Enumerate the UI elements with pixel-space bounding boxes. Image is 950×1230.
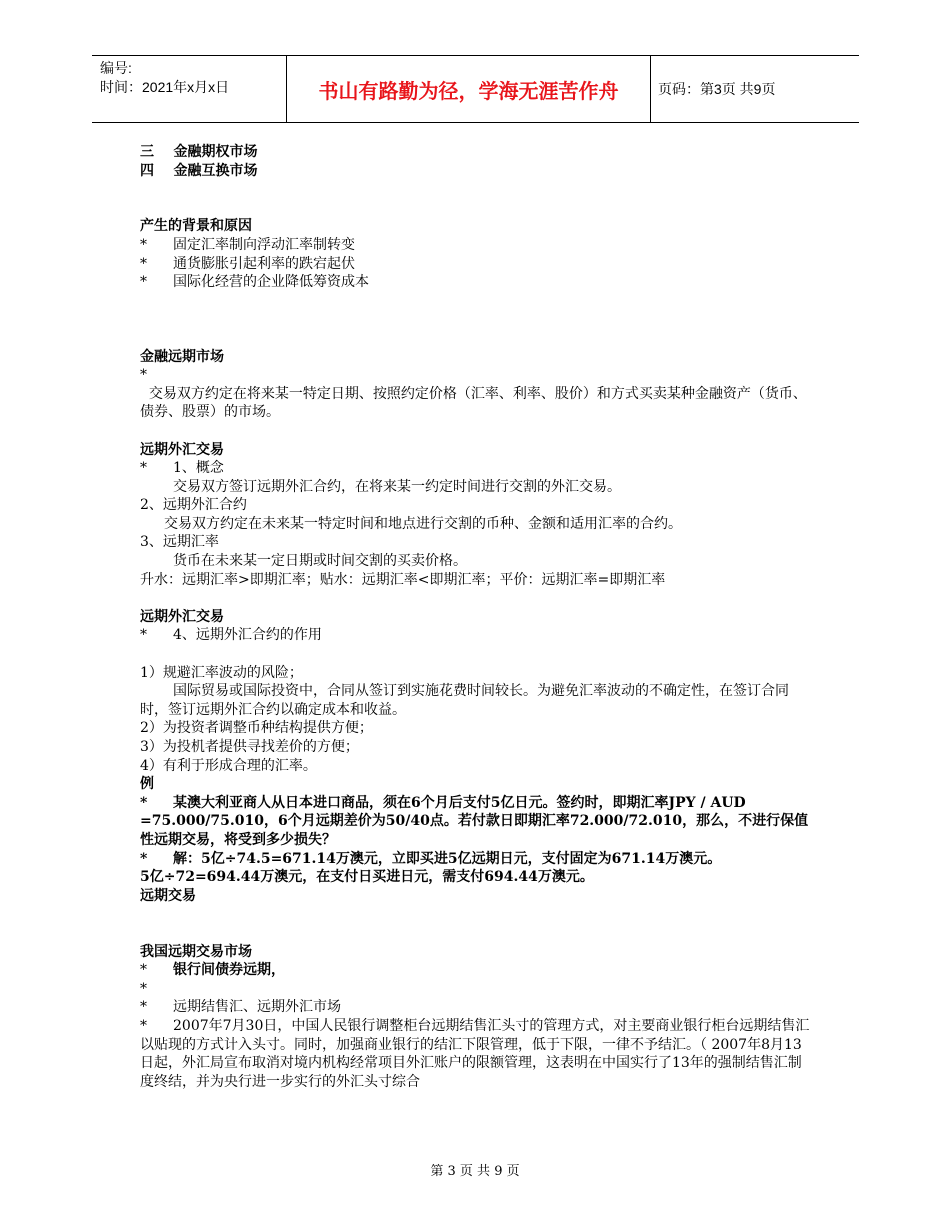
list-item: 4）有利于形成合理的汇率。 [140,757,317,774]
example-answer: 5亿÷72=694.44万澳元，在支付日买进日元，需支付694.44万澳元。 [140,869,594,886]
divider [650,56,651,122]
code-label: 编号: [100,60,132,76]
list-item: 2、远期外汇合约 [140,497,247,514]
paragraph: 国际贸易或国际投资中，合同从签订到实施花费时间较长。为避免汇率波动的不确定性，在签订合同时，签订远期外汇合约以确定成本和收益。 [140,683,789,718]
page-info: 页码：第3页 共9页 [658,81,776,97]
heading-example: 例 [140,776,154,793]
time-label: 时间：2021年x月x日 [100,79,230,95]
bullet: * [140,367,147,384]
list-item: * 国际化经营的企业降低筹资成本 [140,274,369,291]
list-item: * 银行间债券远期， [140,962,285,979]
section-heading: 四 金融互换市场 [140,162,258,179]
paragraph: 交易双方签订远期外汇合约，在将来某一约定时间进行交割的外汇交易。 [173,478,621,495]
paragraph: * 2007年7月30日，中国人民银行调整柜台远期结售汇头寸的管理方式，对主要商业银行柜台远期结售汇以贴现的方式计入头寸。同时，加强商业银行的结汇下限管理，低于下限，一律不予结汇。（ 2007年8月13日起，外汇局宣布取消对境内机构经常项目外汇账户的限额管理，这表明在中国实行了13年的强制结售汇制度终结，并为央行进一步实行的外汇头寸综合 [140,1017,810,1090]
heading-forward-trading: 远期交易 [140,887,196,904]
motto: 书山有路勤为径，学海无涯苦作舟 [318,78,619,103]
heading-china-forward: 我国远期交易市场 [140,943,252,960]
list-item: * 远期结售汇、远期外汇市场 [140,999,341,1016]
section-heading: 三 金融期权市场 [140,144,258,160]
page-header [92,55,859,123]
heading-background: 产生的背景和原因 [140,218,252,235]
paragraph: 升水：远期汇率>即期汇率；贴水：远期汇率<即期汇率；平价：远期汇率=即期汇率 [140,571,666,588]
heading-forward-fx: 远期外汇交易 [140,441,224,458]
paragraph: 交易双方约定在未来某一特定时间和地点进行交割的币种、金额和适用汇率的合约。 [164,515,682,532]
paragraph: 货币在未来某一定日期或时间交割的买卖价格。 [173,553,467,570]
list-item: 3、远期汇率 [140,534,219,551]
paragraph: 交易双方约定在将来某一特定日期、按照约定价格（汇率、利率、股价）和方式买卖某种金融资产（货币、债券、股票）的市场。 [140,385,807,421]
list-item: * 1、概念 [140,460,224,477]
example-answer: * 解：5亿÷74.5=671.14万澳元，立即买进5亿远期日元，支付固定为671.14万澳元。 [140,850,722,867]
example-question: * 某澳大利亚商人从日本进口商品，须在6个月后支付5亿日元。签约时，即期汇率JPY / AUD =75.000/75.010，6个月远期差价为50/40点。若付款日即期汇率72.000/72.010，那么，不进行保值性远期交易，将受到多少损失？ [140,794,809,848]
list-item: 3）为投机者提供寻找差价的方便； [140,739,359,755]
list-item: 2）为投资者调整币种结构提供方便； [140,720,373,737]
document-body [140,143,812,1091]
list-item: * 固定汇率制向浮动汇率制转变 [140,236,355,253]
heading-forward-fx: 远期外汇交易 [140,608,224,625]
heading-forward-market: 金融远期市场 [140,348,224,365]
list-item: 1）规避汇率波动的风险； [140,664,303,681]
list-item: * 通货膨胀引起利率的跌宕起伏 [140,255,355,272]
bullet: * [140,980,147,997]
page-footer: 第 3 页 共 9 页 [430,1164,520,1179]
header-meta [100,59,280,97]
list-item: * 4、远期外汇合约的作用 [140,627,322,644]
